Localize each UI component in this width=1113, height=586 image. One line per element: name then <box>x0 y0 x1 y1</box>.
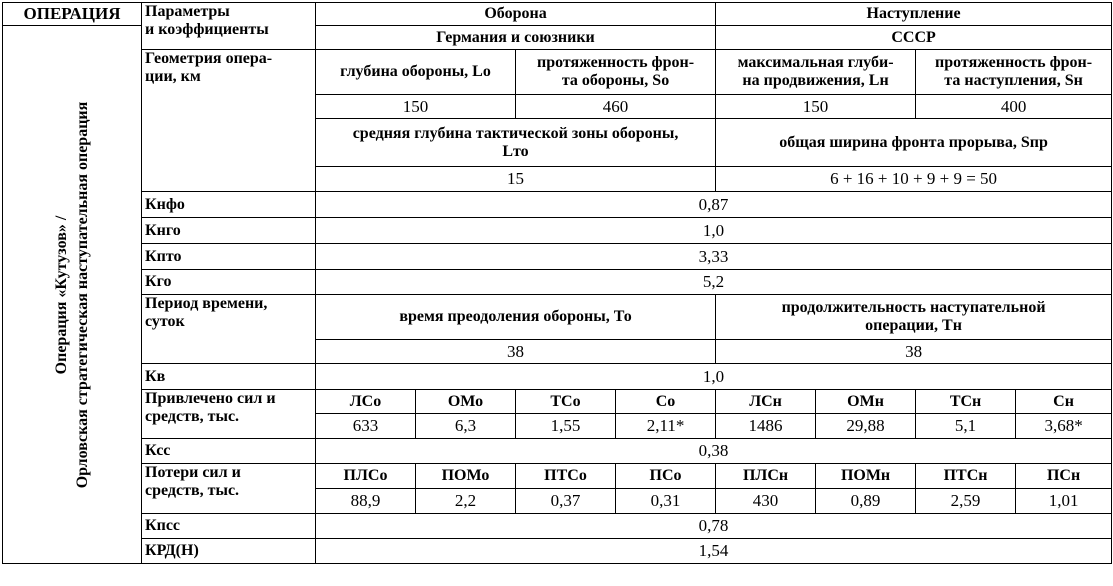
coef-value: 1,0 <box>316 218 1112 244</box>
offense-front-header: протяженность фрон- та наступления, Sн <box>916 50 1112 95</box>
tactical-depth-value: 15 <box>316 167 716 192</box>
losses-header: ПСн <box>1016 464 1112 489</box>
breakthrough-width-header: общая ширина фронта прорыва, Sпр <box>716 119 1112 167</box>
krd-value: 1,54 <box>316 539 1112 564</box>
forces-label: Привлечено сил и средств, тыс. <box>142 390 316 439</box>
kss-label: Ксс <box>142 439 316 464</box>
coef-label: Кго <box>142 270 316 295</box>
offense-duration-value: 38 <box>716 340 1112 364</box>
offense-header: Наступление <box>716 3 1112 26</box>
coef-value: 5,2 <box>316 270 1112 295</box>
offense-front-value: 400 <box>916 95 1112 119</box>
geometry-label: Геометрия опера- ции, км <box>142 50 316 192</box>
advance-depth-header: максимальная глуби- на продвижения, Lн <box>716 50 916 95</box>
krd-label: КРД(Н) <box>142 539 316 564</box>
forces-value: 6,3 <box>416 414 516 439</box>
forces-value: 5,1 <box>916 414 1016 439</box>
forces-value: 1,55 <box>516 414 616 439</box>
kpss-label: Кпсс <box>142 514 316 539</box>
losses-header: ПЛСо <box>316 464 416 489</box>
forces-header: Со <box>616 390 716 414</box>
offense-duration-header: продолжительность наступательной операции, Тн <box>716 295 1112 340</box>
forces-header: ОМо <box>416 390 516 414</box>
params-header: Параметры и коэффициенты <box>142 3 316 50</box>
losses-header: ПСо <box>616 464 716 489</box>
coef-label: Кнфо <box>142 192 316 218</box>
losses-value: 2,59 <box>916 489 1016 514</box>
losses-header: ПТСо <box>516 464 616 489</box>
defense-depth-header: глубина обороны, Lo <box>316 50 516 95</box>
forces-header: ЛСо <box>316 390 416 414</box>
coef-value: 0,87 <box>316 192 1112 218</box>
offense-side: СССР <box>716 26 1112 50</box>
forces-value: 2,11* <box>616 414 716 439</box>
operation-name-cell <box>3 26 142 564</box>
losses-value: 0,37 <box>516 489 616 514</box>
kv-label: Кв <box>142 364 316 390</box>
forces-value: 633 <box>316 414 416 439</box>
forces-value: 3,68* <box>1016 414 1112 439</box>
operation-header: ОПЕРАЦИЯ <box>3 3 142 26</box>
coef-label: Кпто <box>142 244 316 270</box>
defense-header: Оборона <box>316 3 716 26</box>
defense-front-value: 460 <box>516 95 716 119</box>
losses-header: ПТСн <box>916 464 1016 489</box>
kv-value: 1,0 <box>316 364 1112 390</box>
forces-header: ОМн <box>816 390 916 414</box>
coef-value: 3,33 <box>316 244 1112 270</box>
forces-header: ТСн <box>916 390 1016 414</box>
forces-header: ТСо <box>516 390 616 414</box>
operation-name-line2: Орловская стратегическая наступательная операция <box>74 101 91 488</box>
losses-header: ПЛСн <box>716 464 816 489</box>
defense-front-header: протяженность фрон- та обороны, So <box>516 50 716 95</box>
defense-side: Германия и союзники <box>316 26 716 50</box>
losses-value: 2,2 <box>416 489 516 514</box>
period-label: Период времени, суток <box>142 295 316 364</box>
losses-value: 88,9 <box>316 489 416 514</box>
defense-duration-value: 38 <box>316 340 716 364</box>
advance-depth-value: 150 <box>716 95 916 119</box>
defense-depth-value: 150 <box>316 95 516 119</box>
tactical-depth-header: средняя глубина тактической зоны обороны, Lто <box>316 119 716 167</box>
kpss-value: 0,78 <box>316 514 1112 539</box>
forces-value: 29,88 <box>816 414 916 439</box>
losses-value: 1,01 <box>1016 489 1112 514</box>
kss-value: 0,38 <box>316 439 1112 464</box>
losses-header: ПОМо <box>416 464 516 489</box>
losses-value: 0,31 <box>616 489 716 514</box>
losses-header: ПОМн <box>816 464 916 489</box>
operation-table <box>2 2 1112 564</box>
forces-header: ЛСн <box>716 390 816 414</box>
defense-duration-header: время преодоления обороны, То <box>316 295 716 340</box>
losses-value: 430 <box>716 489 816 514</box>
forces-value: 1486 <box>716 414 816 439</box>
losses-value: 0,89 <box>816 489 916 514</box>
forces-header: Сн <box>1016 390 1112 414</box>
losses-label: Потери сил и средств, тыс. <box>142 464 316 514</box>
operation-name-line1: Операция «Кутузов» / <box>53 215 70 374</box>
breakthrough-width-value: 6 + 16 + 10 + 9 + 9 = 50 <box>716 167 1112 192</box>
coef-label: Кнго <box>142 218 316 244</box>
